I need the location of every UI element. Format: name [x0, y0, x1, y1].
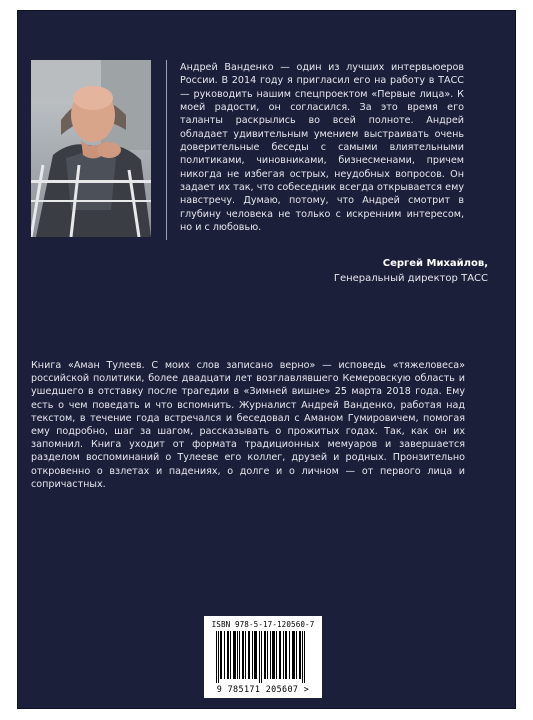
book-description: Книга «Аман Тулеев. С моих слов записано верно» — исповедь «тяжеловеса» российской политики, более двадцати лет возглавлявшего Кемеровскую область и ушедшего в отставку после трагедии в «Зимней вишне» 25 марта 2018 года. Ему есть о чем поведать и что вспомнить. Журналист Андрей Ванденко, работая над текстом, в течение года встречался и беседовал с Аманом Гумировичем, помогая ему подробно, шаг за шагом, рассказывать о прожитых годах. Так, как он их запомнил. Книга уходит от формата традиционных мемуаров и завершается разделом воспоминаний о Тулееве его коллег, друзей и родных. Пронзительно откровенно о взлетах и падениях, о долге и о личном — от первого лица и сопричастных. — [31, 360, 465, 490]
barcode-digits: 9 785171 205607 > — [216, 684, 310, 694]
author-name: Сергей Михайлов, — [382, 258, 488, 269]
author-photo — [31, 60, 151, 237]
quote-author — [334, 256, 488, 286]
isbn-label: ISBN 978-5-17-120560-7 — [211, 620, 315, 629]
author-role: Генеральный директор ТАСС — [333, 273, 488, 284]
divider-rule — [166, 60, 167, 240]
isbn-barcode-block — [204, 616, 322, 698]
quote-text: Андрей Ванденко — один из лучших интервьюеров России. В 2014 году я пригласил его на работу в ТАСС — руководить нашим спецпроектом «Первые лица». К моей радости, он согласился. За это время его таланты раскрылись во всей полноте. Андрей обладает удивительным умением выстраивать очень доверительные беседы с самыми влиятельными политиками, чиновниками, бизнесменами, причем никогда не избегая острых, неудобных вопросов. Он задает их так, что собеседник всегда открывается ему навстречу. Думаю, потому, что Андрей смотрит в глубину человека не только с искренним интересом, но и с любовью. — [180, 62, 464, 234]
barcode-icon — [212, 631, 314, 683]
